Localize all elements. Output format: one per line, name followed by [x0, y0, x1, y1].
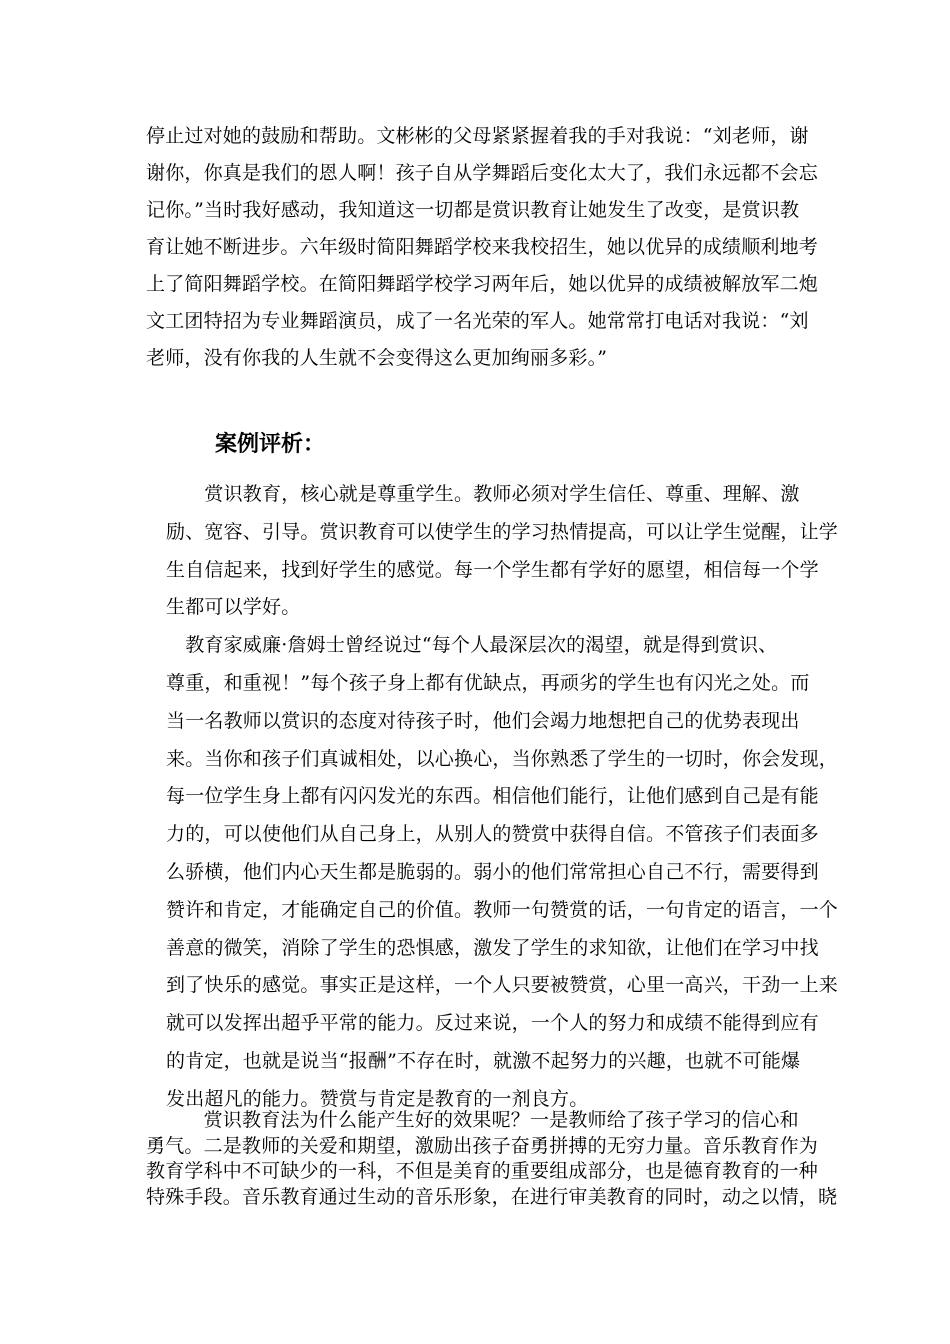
text-line: 善意的微笑，消除了学生的恐惧感，激发了学生的求知欲，让他们在学习中找: [166, 936, 819, 959]
text-line: 上了简阳舞蹈学校。在简阳舞蹈学校学习两年后，她以优异的成绩被解放军二炮: [146, 273, 819, 295]
section-heading: 案例评析：: [215, 432, 326, 457]
text-line: 来。当你和孩子们真诚相处，以心换心，当你熟悉了学生的一切时，你会发现，: [166, 747, 839, 770]
text-line: 育让她不断进步。六年级时简阳舞蹈学校来我校招生，她以优异的成绩顺利地考: [146, 236, 819, 258]
text-line: 尊重，和重视！”每个孩子身上都有优缺点，再顽劣的学生也有闪光之处。而: [166, 671, 810, 694]
text-line: 励、宽容、引导。赏识教育可以使学生的学习热情提高，可以让学生觉醒，让学: [166, 520, 839, 543]
text-line: 发出超凡的能力。赞赏与肯定是教育的一剂良方。: [166, 1087, 589, 1110]
text-line: 特殊手段。音乐教育通过生动的音乐形象，在进行审美教育的同时，动之以情，晓: [146, 1185, 838, 1208]
text-line: 每一位学生身上都有闪闪发光的东西。相信他们能行，让他们感到自己是有能: [166, 785, 819, 808]
text-line: 赞许和肯定，才能确定自己的价值。教师一句赞赏的话，一句肯定的语言，一个: [166, 898, 839, 921]
text-line: 老师，没有你我的人生就不会变得这么更加绚丽多彩。”: [146, 347, 608, 369]
story-paragraph: [146, 118, 818, 377]
text-line: 力的，可以使他们从自己身上，从别人的赞赏中获得自信。不管孩子们表面多: [166, 823, 819, 846]
text-line: 就可以发挥出超乎平常的能力。反过来说，一个人的努力和成绩不能得到应有: [166, 1012, 819, 1035]
closing-paragraph: [146, 1108, 837, 1210]
text-line: 停止过对她的鼓励和帮助。文彬彬的父母紧紧握着我的手对我说：“刘老师，谢: [146, 125, 809, 147]
text-line: 记你。”当时我好感动，我知道这一切都是赏识教育让她发生了改变，是赏识教: [146, 199, 800, 221]
text-line: 教育学科中不可缺少的一科，不但是美育的重要组成部分，也是德育教育的一种: [146, 1160, 819, 1182]
text-line: 教育家威廉·詹姆士曾经说过“每个人最深层次的渴望，就是得到赏识、: [166, 634, 778, 657]
text-line: 生自信起来，找到好学生的感觉。每一个学生都有学好的愿望，相信每一个学: [166, 558, 819, 581]
text-line: 的肯定，也就是说当“报酬”不存在时，就激不起努力的兴趣，也就不可能爆: [166, 1049, 801, 1072]
text-line: 赏识教育法为什么能产生好的效果呢？一是教师给了孩子学习的信心和: [146, 1109, 799, 1131]
text-line: 生都可以学好。: [166, 596, 301, 619]
text-line: 勇气。二是教师的关爱和期望，激励出孩子奋勇拼搏的无穷力量。音乐教育作为: [146, 1134, 819, 1157]
text-line: 当一名教师以赏识的态度对待孩子时，他们会竭力地想把自己的优势表现出: [166, 709, 800, 732]
text-line: 谢你，你真是我们的恩人啊！孩子自从学舞蹈后变化太大了，我们永远都不会忘: [146, 162, 819, 184]
analysis-section: [166, 476, 838, 1119]
text-line: 文工团特招为专业舞蹈演员，成了一名光荣的军人。她常常打电话对我说：“刘: [146, 310, 809, 332]
text-line: 赏识教育，核心就是尊重学生。教师必须对学生信任、尊重、理解、激: [166, 483, 800, 505]
text-line: 到了快乐的感觉。事实正是这样，一个人只要被赞赏，心里一高兴，干劲一上来: [166, 974, 839, 997]
text-line: 么骄横，他们内心天生都是脆弱的。弱小的他们常常担心自己不行，需要得到: [166, 860, 819, 883]
